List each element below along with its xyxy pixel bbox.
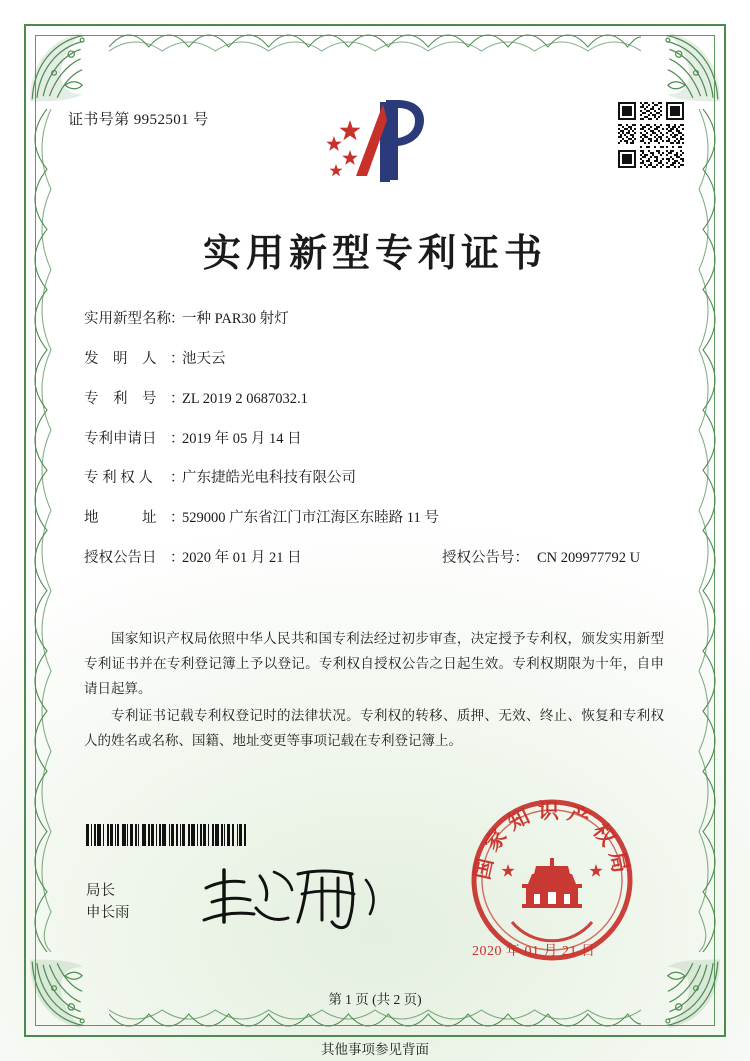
field-colon: ： bbox=[170, 470, 185, 487]
grant-number-value: CN 209977792 U bbox=[537, 550, 641, 567]
field-label: 专 利 权 人 bbox=[84, 470, 153, 487]
field-colon: ： bbox=[170, 430, 185, 447]
field-row-address bbox=[84, 509, 664, 528]
field-label: 地 址 bbox=[84, 510, 157, 527]
field-colon: ： bbox=[170, 390, 185, 407]
seal-date: 2020 年 01 月 21 日 bbox=[472, 944, 596, 959]
svg-text:国家知识产权局: 国家知识产权局 bbox=[468, 798, 636, 882]
field-colon: ： bbox=[170, 550, 185, 567]
legal-paragraph: 国家知识产权局依照中华人民共和国专利法经过初步审查，决定授予专利权，颁发实用新型专利证书并在专利登记簿上予以登记。专利权自授权公告之日起生效。专利权期限为十年，自申请日起算。 bbox=[84, 631, 664, 696]
field-colon: ： bbox=[170, 510, 185, 527]
official-seal-icon bbox=[468, 796, 636, 964]
field-value: 池天云 bbox=[182, 350, 226, 367]
field-colon: ： bbox=[170, 311, 185, 327]
field-value: 一种 PAR30 射灯 bbox=[182, 311, 289, 327]
field-colon: ： bbox=[170, 350, 185, 367]
field-row-application-date bbox=[84, 430, 664, 449]
field-row-patentee bbox=[84, 469, 664, 488]
qr-code-icon bbox=[618, 102, 684, 168]
field-row-inventor bbox=[84, 350, 664, 369]
field-value: 2019 年 05 月 14 日 bbox=[182, 430, 302, 447]
field-label: 专利申请日 bbox=[84, 430, 157, 447]
field-row-name bbox=[84, 310, 664, 329]
field-list bbox=[84, 310, 664, 589]
field-value: 广东捷皓光电科技有限公司 bbox=[182, 470, 356, 487]
field-value: ZL 2019 2 0687032.1 bbox=[182, 390, 308, 407]
legal-paragraph: 专利证书记载专利权登记时的法律状况。专利权的转移、质押、无效、终止、恢复和专利权人的姓名或名称、国籍、地址变更等事项记载在专利登记簿上。 bbox=[84, 707, 664, 748]
field-value: 2020 年 01 月 21 日 bbox=[182, 550, 302, 567]
field-label: 发 明 人 bbox=[84, 350, 157, 367]
field-label: 实用新型名称 bbox=[84, 311, 171, 327]
certificate-number: 证书号第 9952501 号 bbox=[68, 112, 209, 128]
legal-text-block bbox=[84, 627, 664, 756]
field-label: 授权公告日 bbox=[84, 550, 157, 567]
field-label: 专 利 号 bbox=[84, 390, 157, 407]
handwritten-signature-icon bbox=[198, 862, 383, 932]
field-row-grant-announcement bbox=[84, 549, 664, 568]
footer-note: 其他事项参见背面 bbox=[321, 1042, 429, 1057]
barcode bbox=[86, 824, 300, 846]
field-row-patent-number bbox=[84, 390, 664, 409]
director-label: 局长 bbox=[86, 883, 115, 899]
signature-block bbox=[86, 880, 130, 925]
page-number: 第 1 页 (共 2 页) bbox=[328, 992, 422, 1007]
grant-number-label: 授权公告号： bbox=[442, 550, 529, 567]
page-title: 实用新型专利证书 bbox=[202, 230, 547, 275]
cnipa-emblem-icon bbox=[320, 96, 428, 184]
field-value: 529000 广东省江门市江海区东睦路 11 号 bbox=[182, 510, 439, 527]
director-name: 申长雨 bbox=[86, 905, 130, 922]
